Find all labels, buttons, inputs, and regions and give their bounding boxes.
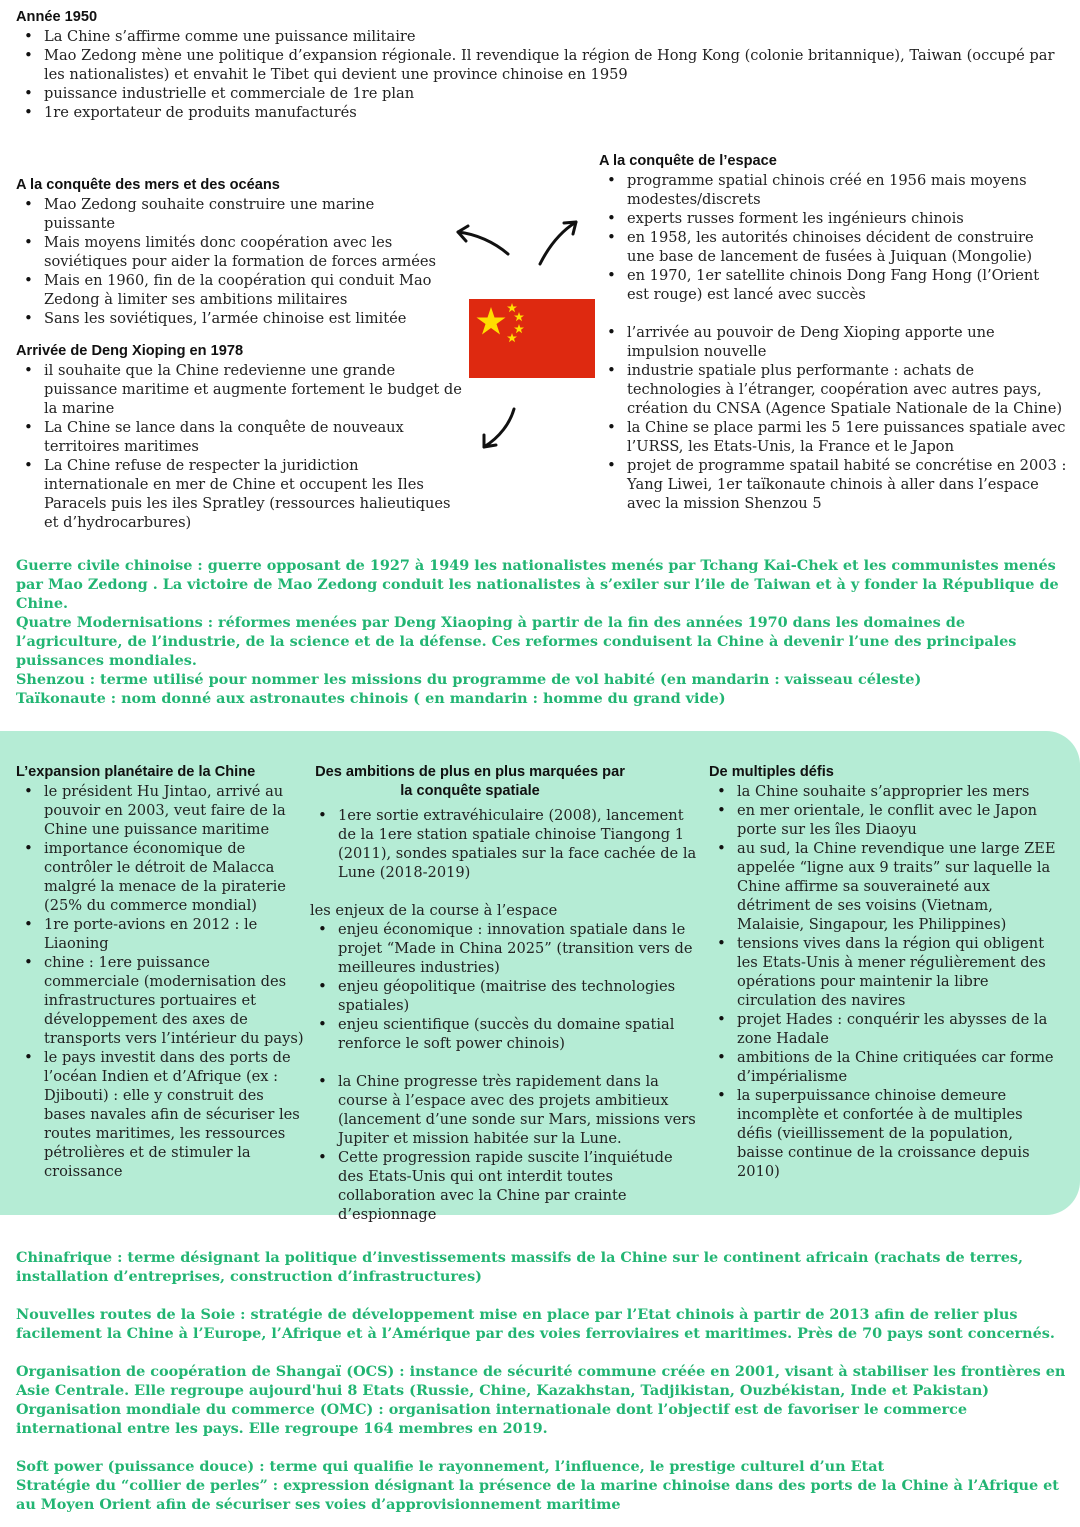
bullet-list bbox=[709, 782, 1059, 1181]
section-title: Des ambitions de plus en plus marquées par la conquête spatiale bbox=[315, 764, 625, 799]
bullet-list bbox=[16, 782, 308, 1181]
section-conquete-mers bbox=[16, 176, 441, 328]
arrow-up-right-icon bbox=[536, 218, 582, 268]
list-item: • projet de programme spatail habité se concrétise en 2003 : Yang Liwei, 1er taïkonaute chinois à aller dans l’espace avec la mission Shenzou 5 bbox=[627, 456, 1069, 513]
list-item: • en 1970, 1er satellite chinois Dong Fang Hong (l’Orient est rouge) est lancé avec succès bbox=[627, 266, 1064, 304]
definition-collier-perles: Stratégie du “collier de perles” : expression désignant la présence de la marine chinoise dans des ports de la Chine à l’Afrique et au Moyen Orient afin de sécuriser ses voies d’approvisionnement maritime bbox=[16, 1477, 1059, 1513]
bullet-list bbox=[16, 195, 441, 328]
list-item: • Cette progression rapide suscite l’inquiétude des Etats-Unis qui ont interdit toutes collaboration avec la Chine par crainte d’espionnage bbox=[338, 1148, 700, 1224]
list-item: • industrie spatiale plus performante : achats de technologies à l’étranger, coopération avec autres pays, création du CNSA (Agence Spatiale Nationale de la Chine) bbox=[627, 361, 1069, 418]
list-item: • chine : 1ere puissance commerciale (modernisation des infrastructures portuaires et développement des axes de transports vers l’intérieur du pays) bbox=[44, 953, 308, 1048]
list-item: • il souhaite que la Chine redevienne une grande puissance maritime et augmente fortement le budget de la marine bbox=[44, 361, 466, 418]
arrow-down-left-icon bbox=[478, 405, 520, 451]
list-item: • enjeu géopolitique (maitrise des technologies spatiales) bbox=[338, 977, 700, 1015]
definition-chinafrique: Chinafrique : terme désignant la politique d’investissements massifs de la Chine sur le continent africain (rachats de terres, installation d’entreprises, construction d’infrastructures) bbox=[16, 1249, 1023, 1285]
definition-ocs: Organisation de coopération de Shangaï (OCS) : instance de sécurité commune créée en 2001, visant à stabiliser les frontières en Asie Centrale. Elle regroupe aujourd'hui 8 Etats (Russie, Chine, Kazakhstan, Tadjikistan, Ouzbékistan, Inde et Pakistan) bbox=[16, 1363, 1066, 1399]
bullet-list bbox=[16, 361, 466, 532]
list-item: • enjeu scientifique (succès du domaine spatial renforce le soft power chinois) bbox=[338, 1015, 700, 1053]
definition-guerre-civile: Guerre civile chinoise : guerre opposant de 1927 à 1949 les nationalistes menés par Tchang Kai-Chek et les communistes menés par Mao Zedong . La victoire de Mao Zedong conduit les nationalistes à s’exiler sur l’ile de Taiwan et à y fonder la République de Chine. bbox=[16, 557, 1059, 612]
list-item: • ambitions de la Chine critiquées car forme d’impérialisme bbox=[737, 1048, 1059, 1086]
list-item: • Sans les soviétiques, l’armée chinoise est limitée bbox=[44, 309, 441, 328]
list-item: • enjeu économique : innovation spatiale dans le projet “Made in China 2025” (transition vers de meilleures industries) bbox=[338, 920, 700, 977]
list-item: • 1ere sortie extravéhiculaire (2008), lancement de la 1ere station spatiale chinoise Tiangong 1 (2011), sondes spatiales sur la face cachée de la Lune (2018-2019) bbox=[338, 806, 700, 882]
section-annee-1950 bbox=[16, 8, 1066, 122]
list-item: • Mais moyens limités donc coopération avec les soviétiques pour aider la formation de forces armées bbox=[44, 233, 441, 271]
section-expansion-planetaire bbox=[16, 763, 308, 1181]
list-item: • puissance industrielle et commerciale de 1re plan bbox=[44, 84, 1066, 103]
list-item: • le pays investit dans des ports de l’océan Indien et d’Afrique (ex : Djibouti) : elle y construit des bases navales afin de sécuriser les routes maritimes, les ressources pétrolières et de stimuler la croissance bbox=[44, 1048, 308, 1181]
list-item: • au sud, la Chine revendique une large ZEE appelée “ligne aux 9 traits” sur laquelle la Chine affirme sa souveraineté aux détriment de ses voisins (Vietnam, Malaisie, Singapour, les Philippines) bbox=[737, 839, 1059, 934]
list-item: • Mao Zedong mène une politique d’expansion régionale. Il revendique la région de Hong Kong (colonie britannique), Taiwan (occupé par les nationalistes) et envahit le Tibet qui devient une province chinoise en 1959 bbox=[44, 46, 1066, 84]
definition-omc: Organisation mondiale du commerce (OMC) : organisation internationale dont l’objectif est de favoriser le commerce international entre les pays. Elle regroupe 164 membres en 2019. bbox=[16, 1401, 968, 1437]
bullet-list bbox=[599, 171, 1064, 304]
definition-shenzou: Shenzou : terme utilisé pour nommer les missions du programme de vol habité (en mandarin : vaisseau céleste) bbox=[16, 671, 922, 688]
definition-routes-soie: Nouvelles routes de la Soie : stratégie de développement mise en place par l’Etat chinois à partir de 2013 afin de relier plus facilement la Chine à l’Europe, l’Afrique et à l’Amérique par des voies ferroviaires et maritimes. Près de 70 pays sont concernés. bbox=[16, 1306, 1055, 1342]
bullet-list bbox=[16, 27, 1066, 122]
list-item: • la Chine souhaite s’approprier les mers bbox=[737, 782, 1059, 801]
list-item: • experts russes forment les ingénieurs chinois bbox=[627, 209, 1064, 228]
bullet-list bbox=[599, 323, 1069, 513]
bullet-list bbox=[310, 806, 700, 882]
china-flag-icon bbox=[469, 299, 595, 378]
section-title: A la conquête de l’espace bbox=[599, 153, 777, 169]
bullet-list bbox=[310, 920, 700, 1053]
list-item: • le président Hu Jintao, arrivé au pouvoir en 2003, veut faire de la Chine une puissance maritime bbox=[44, 782, 308, 839]
section-title: A la conquête des mers et des océans bbox=[16, 177, 280, 193]
section-conquete-espace bbox=[599, 152, 1064, 304]
definition-taikonaute: Taïkonaute : nom donné aux astronautes chinois ( en mandarin : homme du grand vide) bbox=[16, 690, 726, 707]
arrow-left-icon bbox=[452, 224, 512, 258]
list-item: • Mais en 1960, fin de la coopération qui conduit Mao Zedong à limiter ses ambitions militaires bbox=[44, 271, 441, 309]
list-item: • l’arrivée au pouvoir de Deng Xioping apporte une impulsion nouvelle bbox=[627, 323, 1069, 361]
definition-quatre-modernisations: Quatre Modernisations : réformes menées par Deng Xiaoping à partir de la fin des années 1970 dans les domaines de l’agriculture, de l’industrie, de la science et de la défense. Ces reformes conduisent la Chine à devenir l’une des principales puissances mondiales. bbox=[16, 614, 1017, 669]
list-item: • programme spatial chinois créé en 1956 mais moyens modestes/discrets bbox=[627, 171, 1064, 209]
bullet-list bbox=[310, 1072, 700, 1224]
list-item: • importance économique de contrôler le détroit de Malacca malgré la menace de la piraterie (25% du commerce mondial) bbox=[44, 839, 308, 915]
list-item: • 1re porte-avions en 2012 : le Liaoning bbox=[44, 915, 308, 953]
list-item: • la Chine se place parmi les 5 1ere puissances spatiale avec l’URSS, les Etats-Unis, la France et le Japon bbox=[627, 418, 1069, 456]
list-item: • 1re exportateur de produits manufacturés bbox=[44, 103, 1066, 122]
list-item: • La Chine se lance dans la conquête de nouveaux territoires maritimes bbox=[44, 418, 466, 456]
section-deng-xioping bbox=[16, 342, 466, 532]
section-title: Année 1950 bbox=[16, 9, 98, 25]
list-item: • Mao Zedong souhaite construire une marine puissante bbox=[44, 195, 441, 233]
definition-soft-power: Soft power (puissance douce) : terme qui qualifie le rayonnement, l’influence, le prestige culturel d’un Etat bbox=[16, 1458, 885, 1475]
section-title: De multiples défis bbox=[709, 764, 834, 780]
section-title: Arrivée de Deng Xioping en 1978 bbox=[16, 343, 244, 359]
list-item: • La Chine s’affirme comme une puissance militaire bbox=[44, 27, 1066, 46]
list-item: • La Chine refuse de respecter la juridiction internationale en mer de Chine et occupent les Iles Paracels puis les iles Spratley (ressources halieutiques et d’hydrocarbures) bbox=[44, 456, 466, 532]
list-item: • projet Hades : conquérir les abysses de la zone Hadale bbox=[737, 1010, 1059, 1048]
list-item: • la Chine progresse très rapidement dans la course à l’espace avec des projets ambitieux (lancement d’une sonde sur Mars, missions vers Jupiter et mission habitée sur la Lune. bbox=[338, 1072, 700, 1148]
section-multiples-defis bbox=[709, 763, 1059, 1181]
list-item: • en mer orientale, le conflit avec le Japon porte sur les îles Diaoyu bbox=[737, 801, 1059, 839]
enjeux-title: les enjeux de la course à l’espace bbox=[310, 902, 558, 919]
list-item: • en 1958, les autorités chinoises décident de construire une base de lancement de fusées à Juiquan (Mongolie) bbox=[627, 228, 1064, 266]
list-item: • tensions vives dans la région qui obligent les Etats-Unis à mener régulièrement des opérations pour maintenir la libre circulation des navires bbox=[737, 934, 1059, 1010]
section-espace-suite bbox=[599, 323, 1069, 513]
section-title: L’expansion planétaire de la Chine bbox=[16, 764, 256, 780]
list-item: • la superpuissance chinoise demeure incomplète et confortée à de multiples défis (vieillissement de la population, baisse continue de la croissance depuis 2010) bbox=[737, 1086, 1059, 1181]
section-ambitions-spatiales bbox=[310, 763, 700, 1224]
